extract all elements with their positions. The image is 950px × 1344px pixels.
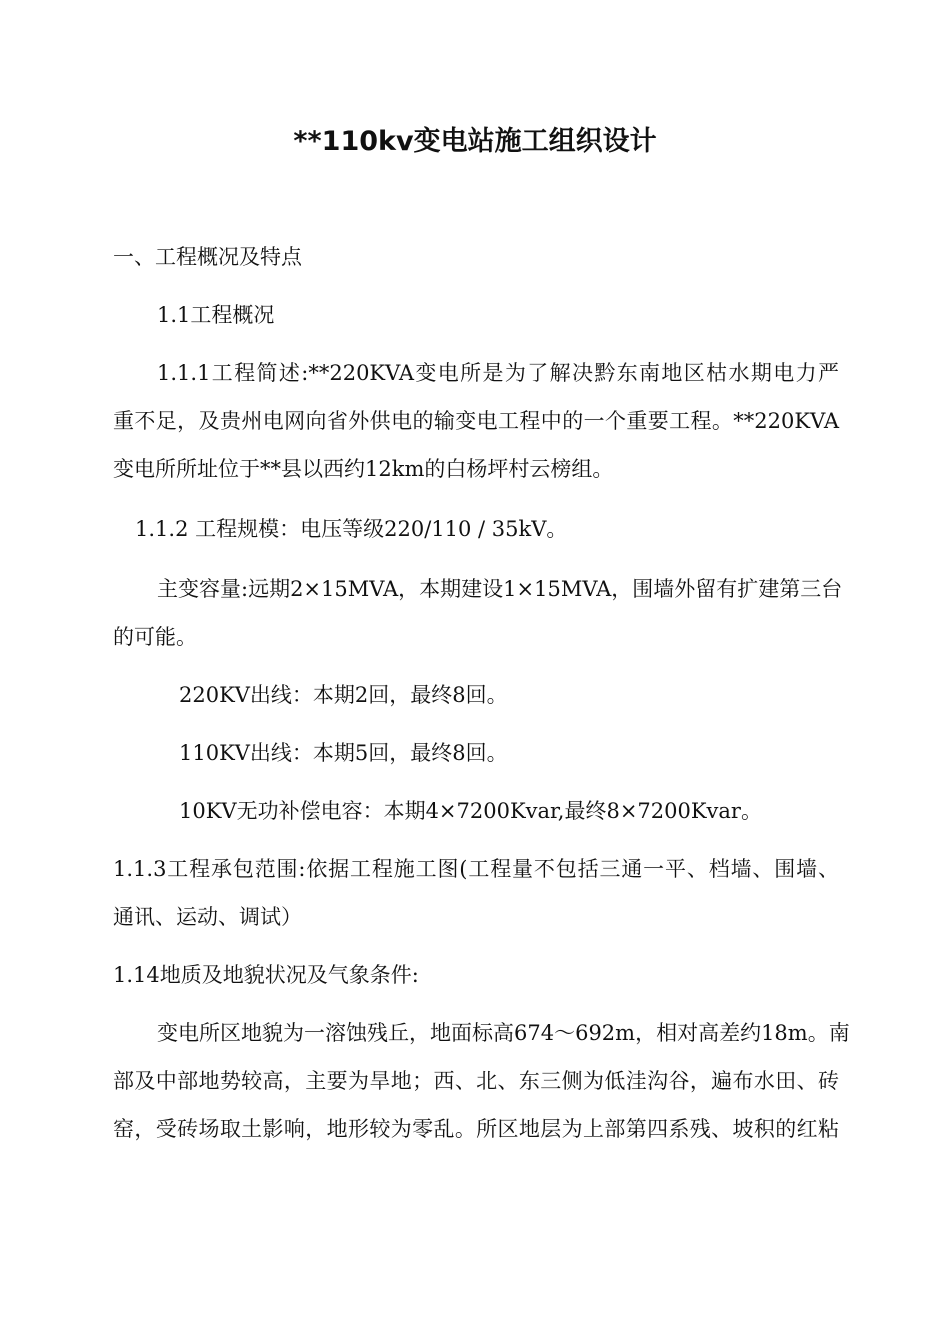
paragraph-1-1-1-line-3: 变电所所址位于**县以西约12km的白杨坪村云榜组。 bbox=[113, 457, 614, 481]
paragraph-geology-line-2: 部及中部地势较高，主要为旱地；西、北、东三侧为低洼沟谷，遍布水田、砖 bbox=[113, 1069, 839, 1093]
subsection-heading-1-1: 1.1工程概况 bbox=[157, 303, 275, 327]
paragraph-1-1-1-line-2: 重不足，及贵州电网向省外供电的输变电工程中的一个重要工程。**220KVA bbox=[113, 409, 839, 433]
item-10kv-compensation: 10KV无功补偿电容：本期4×7200Kvar,最终8×7200Kvar。 bbox=[179, 799, 762, 823]
paragraph-geology-line-1: 变电所区地貌为一溶蚀残丘，地面标高674～692m，相对高差约18m。南 bbox=[157, 1021, 850, 1045]
paragraph-1-1-3-line-2: 通讯、运动、调试） bbox=[113, 905, 302, 929]
paragraph-1-1-1-line-1: 1.1.1工程简述:**220KVA变电所是为了解决黔东南地区枯水期电力严 bbox=[157, 361, 839, 385]
paragraph-main-transformer-line-2: 的可能。 bbox=[113, 625, 197, 649]
paragraph-1-1-3-line-1: 1.1.3工程承包范围:依据工程施工图(工程量不包括三通一平、档墙、围墙、 bbox=[113, 857, 839, 881]
item-220kv-outlet: 220KV出线：本期2回，最终8回。 bbox=[179, 683, 508, 707]
paragraph-main-transformer-line-1: 主变容量:远期2×15MVA，本期建设1×15MVA，围墙外留有扩建第三台 bbox=[157, 577, 843, 601]
section-heading-1: 一、工程概况及特点 bbox=[113, 245, 302, 269]
item-110kv-outlet: 110KV出线：本期5回，最终8回。 bbox=[179, 741, 508, 765]
subsection-heading-1-14: 1.14地质及地貌状况及气象条件: bbox=[113, 963, 419, 987]
paragraph-geology-line-3: 窑，受砖场取土影响，地形较为零乱。所区地层为上部第四系残、坡积的红粘 bbox=[113, 1117, 839, 1141]
paragraph-1-1-2: 1.1.2 工程规模：电压等级220/110 / 35kV。 bbox=[135, 517, 568, 541]
document-title: **110kv变电站施工组织设计 bbox=[293, 126, 657, 157]
